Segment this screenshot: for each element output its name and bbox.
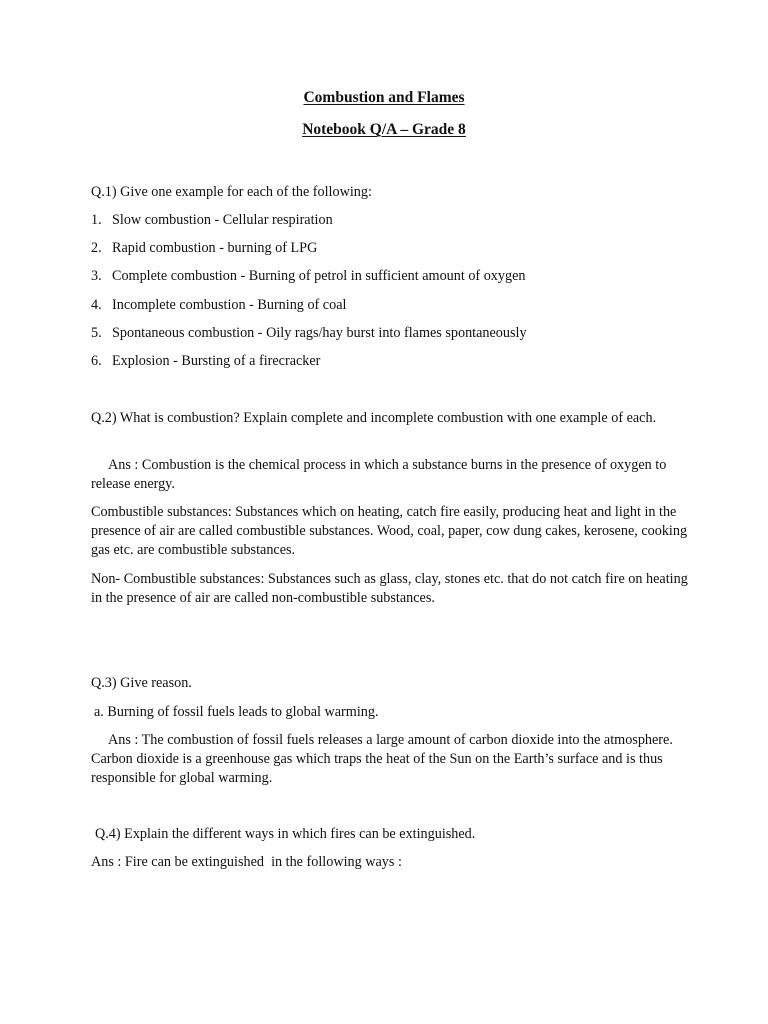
list-item-text: Spontaneous combustion - Oily rags/hay burst into flames spontaneously bbox=[112, 325, 527, 341]
list-item-number: 5. bbox=[91, 325, 102, 341]
list-item-text: Slow combustion - Cellular respiration bbox=[112, 212, 333, 228]
list-item bbox=[91, 239, 317, 258]
document-title: Combustion and Flames bbox=[303, 89, 465, 106]
q2-answer: Ans : Combustion is the chemical process in which a substance burns in the presence of oxygen to release energy. bbox=[91, 457, 667, 492]
q3-question: Q.3) Give reason. bbox=[91, 675, 192, 691]
document-subtitle: Notebook Q/A – Grade 8 bbox=[302, 121, 466, 138]
list-item-text: Incomplete combustion - Burning of coal bbox=[112, 297, 347, 313]
q3-part-a: a. Burning of fossil fuels leads to global warming. bbox=[94, 704, 379, 720]
q2-question: Q.2) What is combustion? Explain complete and incomplete combustion with one example of each. bbox=[91, 410, 657, 426]
q1-question: Q.1) Give one example for each of the following: bbox=[91, 184, 372, 200]
list-item bbox=[91, 267, 525, 286]
list-item-number: 3. bbox=[91, 268, 102, 284]
list-item bbox=[91, 296, 346, 315]
list-item-number: 2. bbox=[91, 240, 102, 256]
list-item bbox=[91, 211, 333, 230]
list-item-number: 1. bbox=[91, 212, 102, 228]
q3-answer: Ans : The combustion of fossil fuels releases a large amount of carbon dioxide into the atmosphere. Carbon dioxide is a greenhouse gas which traps the heat of the Sun on the Earth’s surface and is thus responsible for global warming. bbox=[91, 732, 673, 786]
list-item bbox=[91, 352, 320, 371]
q4-question: Q.4) Explain the different ways in which fires can be extinguished. bbox=[95, 826, 476, 842]
list-item-number: 4. bbox=[91, 297, 102, 313]
q2-non-combustible-paragraph: Non- Combustible substances: Substances such as glass, clay, stones etc. that do not catch fire on heating in the presence of air are called non-combustible substances. bbox=[91, 571, 688, 606]
list-item bbox=[91, 324, 527, 343]
q4-answer: Ans : Fire can be extinguished in the following ways : bbox=[91, 854, 402, 870]
list-item-text: Complete combustion - Burning of petrol in sufficient amount of oxygen bbox=[112, 268, 526, 284]
list-item-text: Rapid combustion - burning of LPG bbox=[112, 240, 318, 256]
list-item-number: 6. bbox=[91, 353, 102, 369]
list-item-text: Explosion - Bursting of a firecracker bbox=[112, 353, 321, 369]
q2-combustible-paragraph: Combustible substances: Substances which on heating, catch fire easily, producing heat and light in the presence of air are called combustible substances. Wood, coal, paper, cow dung cakes, kerosene, cooking gas etc. are combustible substances. bbox=[91, 504, 688, 558]
